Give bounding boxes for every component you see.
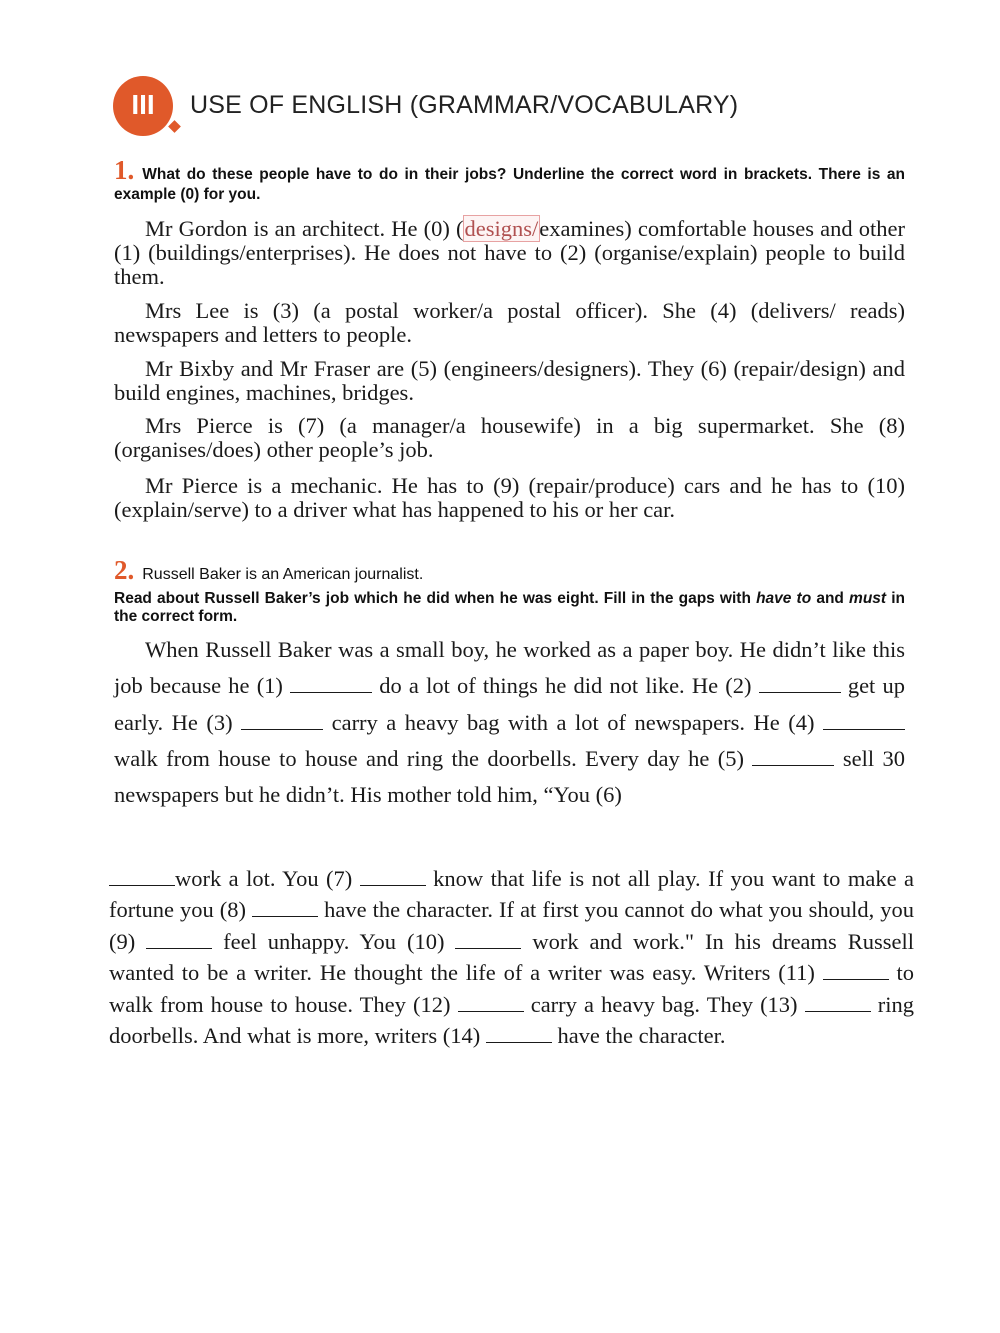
gap-2[interactable] — [759, 674, 841, 693]
gap-1[interactable] — [290, 674, 372, 693]
task1-instruction: What do these people have to do in their jobs? Underline the correct word in brackets. There is an example (0) for you. — [114, 166, 905, 203]
gap-8[interactable] — [252, 898, 318, 917]
gap-7[interactable] — [360, 867, 426, 886]
text-segment: to walk from house to house. They (12) — [109, 960, 914, 1017]
task2-instruction-part1: Read about Russell Baker’s job which he did when he was eight. Fill in the gaps with — [114, 590, 757, 607]
text-segment: sell 30 newspapers but he didn’t. His mother told him, “You (6) — [114, 745, 905, 808]
text-segment: carry a heavy bag with a lot of newspapers. He (4) — [323, 709, 823, 735]
task1-paragraph-4: Mrs Pierce is (7) (a manager/a housewife) in a big supermarket. She (8) (organises/does) other people’s job. — [114, 413, 905, 462]
gap-4[interactable] — [823, 711, 905, 730]
text-segment: When Russell Baker was a small boy, he worked as a paper boy. He didn’t like this job because he (1) — [114, 637, 905, 699]
task2-instruction-part3: in the correct form. — [114, 590, 905, 625]
task2-heading — [114, 555, 905, 585]
text-segment: get up early. He (3) — [114, 673, 905, 735]
task2-text-part-2 — [109, 863, 914, 1051]
text-segment: know that life is not all play. If you want to make a fortune you (8) — [109, 866, 914, 923]
gap-3[interactable] — [241, 711, 323, 730]
example-answer-underline[interactable]: designs/ — [464, 216, 539, 241]
p1-text-after: examines) comfortable houses and other (1) (buildings/enterprises). He does not have to (2) (organise/explain) people to build them. — [114, 216, 905, 289]
p1-text-before: Mr Gordon is an architect. He (0) ( — [145, 216, 464, 241]
gap-6[interactable] — [109, 867, 175, 886]
task2-text-part-1 — [114, 632, 905, 813]
task2-subtitle: Russell Baker is an American journalist. — [142, 566, 424, 583]
task1-paragraph-5: Mr Pierce is a mechanic. He has to (9) (repair/produce) cars and he has to (10) (explain/serve) to a driver what has happened to his or her car. — [114, 473, 905, 522]
task1-number: 1. — [114, 155, 135, 185]
text-segment: walk from house to house and ring the doorbells. Every day he (5) — [114, 745, 753, 771]
section-header — [113, 76, 813, 136]
gap-9[interactable] — [146, 930, 212, 949]
task2-instruction-part2: and — [811, 590, 850, 607]
text-segment: work a lot. You (7) — [175, 866, 360, 891]
text-segment: have the character. If at first you cannot do what you should, you (9) — [109, 897, 914, 954]
gap-13[interactable] — [805, 993, 871, 1012]
gap-12[interactable] — [458, 993, 524, 1012]
keyword-must: must — [849, 590, 887, 607]
task1-paragraph-1 — [114, 217, 905, 289]
task2-instruction — [114, 590, 905, 626]
task1-paragraph-3: Mr Bixby and Mr Fraser are (5) (engineers/designers). They (6) (repair/design) and build engines, machines, bridges. — [114, 356, 905, 405]
task1-instruction-block — [114, 155, 905, 205]
task1-paragraph-2: Mrs Lee is (3) (a postal worker/a postal officer). She (4) (delivers/ reads) newspapers and letters to people. — [114, 298, 905, 347]
text-segment: feel unhappy. You (10) — [212, 928, 456, 954]
gap-11[interactable] — [823, 961, 889, 980]
section-number-badge: III — [113, 76, 173, 136]
keyword-have-to: have to — [756, 590, 812, 607]
text-segment: ring doorbells. And what is more, writers (14) — [109, 991, 915, 1049]
gap-14[interactable] — [486, 1024, 552, 1043]
section-title: USE OF ENGLISH (GRAMMAR/VOCABULARY) — [190, 91, 739, 119]
text-segment: carry a heavy bag. They (13) — [523, 991, 805, 1017]
task2-number: 2. — [114, 555, 135, 585]
gap-10[interactable] — [455, 930, 521, 949]
text-segment: have the character. — [551, 1023, 726, 1049]
text-segment: work and work." In his dreams Russell wanted to be a writer. He thought the life of a writer was easy. Writers (11) — [109, 928, 914, 986]
text-segment: do a lot of things he did not like. He (2) — [372, 673, 759, 699]
badge-tail — [168, 120, 181, 133]
gap-5[interactable] — [752, 747, 834, 766]
